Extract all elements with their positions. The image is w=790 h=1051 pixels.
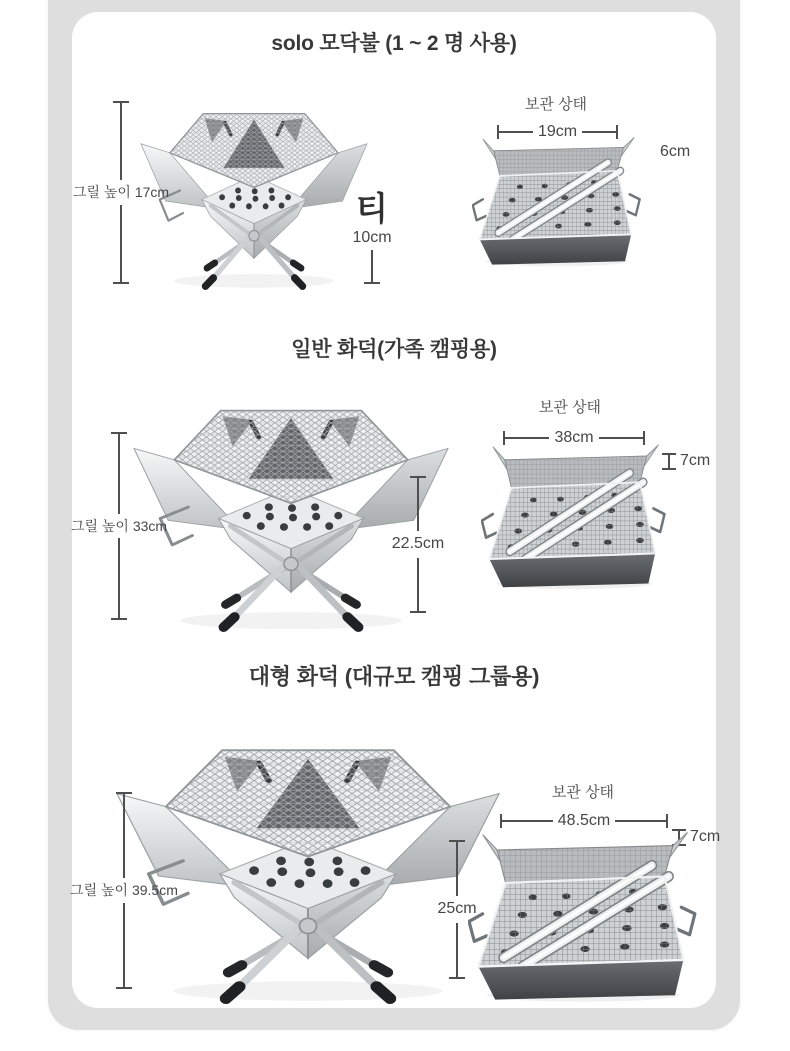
dimension-tick — [410, 611, 426, 613]
section-title-solo: solo 모닥불 (1 ~ 2 명 사용) — [271, 32, 517, 55]
grill-height-dimension-solo — [51, 101, 191, 284]
storage-title-solo: 보관 상태 — [524, 96, 588, 113]
grill-height-dimension-family — [49, 432, 189, 620]
grill-height-label: 그릴 높이 39.5cm — [70, 882, 178, 899]
storage-width-label: 19cm — [537, 123, 578, 140]
dimension-tick — [111, 618, 127, 620]
dimension-line — [123, 794, 125, 878]
storage-photo-family — [481, 441, 667, 591]
storage-height-dimension-family — [662, 452, 710, 470]
pack-height-label: 10cm — [352, 229, 392, 246]
grill-height-label: 그릴 높이 17cm — [72, 184, 170, 201]
dimension-tick — [364, 282, 380, 284]
dimension-line — [668, 455, 670, 468]
storage-height-label: 7cm — [680, 452, 711, 469]
dimension-line — [417, 558, 419, 611]
dimension-tick — [666, 814, 668, 828]
section-title-large: 대형 화덕 (대규모 캠핑 그룹용) — [248, 664, 540, 689]
storage-width-dimension-large — [500, 813, 668, 829]
dimension-line — [120, 103, 122, 180]
section-title-family: 일반 화덕(가족 캠핑용) — [291, 338, 497, 361]
storage-photo-large — [468, 828, 698, 1004]
storage-title-large: 보관 상태 — [551, 784, 615, 801]
storage-height-label: 7cm — [690, 828, 721, 845]
grill-height-label: 그릴 높이 33cm — [70, 517, 168, 534]
dimension-line — [417, 478, 419, 531]
dimension-line — [499, 131, 533, 133]
dimension-line — [123, 903, 125, 987]
leg-height-dimension-family — [348, 476, 488, 613]
dimension-line — [120, 205, 122, 282]
dimension-line — [118, 434, 120, 514]
dimension-tick — [449, 977, 465, 979]
dimension-line — [582, 131, 616, 133]
grill-height-dimension-large — [54, 792, 194, 989]
dimension-line — [371, 250, 373, 282]
storage-title-family: 보관 상태 — [538, 399, 602, 416]
dimension-line — [118, 538, 120, 618]
storage-width-label: 48.5cm — [557, 812, 611, 829]
storage-photo-solo — [472, 134, 642, 268]
leg-height-label: 22.5cm — [391, 535, 445, 553]
dimension-line — [456, 923, 458, 977]
storage-height-label-solo: 6cm — [660, 143, 691, 160]
leg-height-label: 25cm — [437, 900, 477, 918]
dimension-line — [599, 437, 643, 439]
dimension-line — [615, 820, 666, 822]
pack-big-label: 티 — [356, 190, 388, 227]
dimension-tick — [113, 282, 129, 284]
dimension-line — [456, 842, 458, 896]
dimension-line — [502, 820, 553, 822]
storage-width-label: 38cm — [554, 429, 594, 446]
dimension-tick — [116, 987, 132, 989]
dimension-line — [505, 437, 549, 439]
pack-height-dimension-solo — [330, 192, 414, 284]
